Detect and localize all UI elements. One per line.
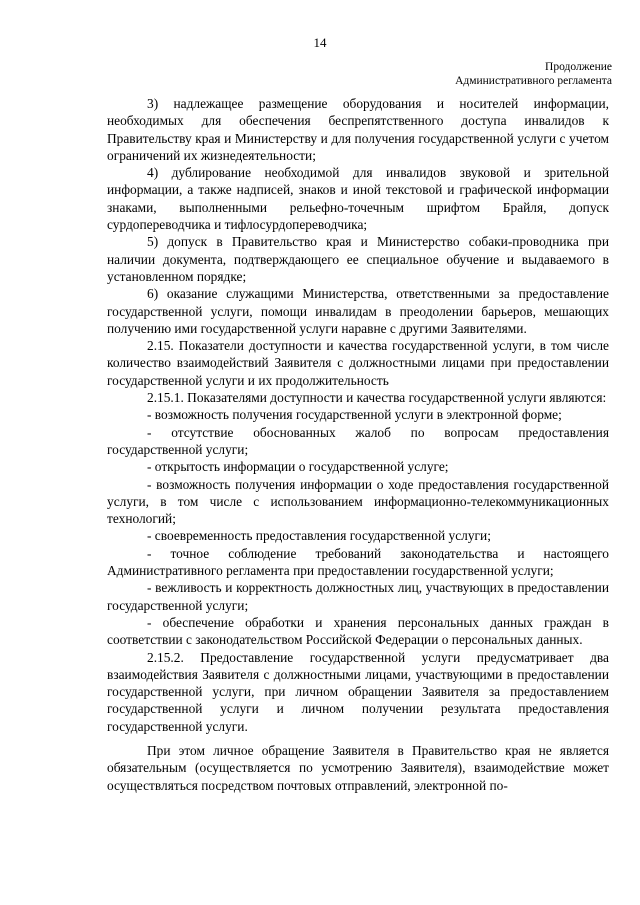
list-item: - открытость информации о государственной услуге; [147, 459, 449, 475]
list-item: - точное соблюдение требований законодательства и настоящего Административного регламента при предоставлении государственной услуги; [107, 545, 609, 579]
list-item: - возможность получения государственной услуги в электронной форме; [147, 407, 562, 423]
continuation-line-2: Административного регламента [455, 75, 612, 87]
list-item: - вежливость и корректность должностных лиц, участвующих в предоставлении государственной услуги; [107, 580, 609, 613]
page-number: 14 [313, 35, 327, 50]
paragraph-item-3: 3) надлежащее размещение оборудования и носителей информации, необходимых для обеспечения беспрепятственного доступа инвалидов к Правительству края и Министерству и для получения государственной услуги с учетом ограничений их жизнедеятельности; [107, 96, 609, 163]
section-heading-2-15: 2.15. Показатели доступности и качества государственной услуги, в том числе количество взаимодействий Заявителя с должностными лицами при предоставлении государственной услуги и их продолжительность [107, 338, 609, 388]
list-item: - отсутствие обоснованных жалоб по вопросам предоставления государственной услуги; [107, 424, 609, 457]
continuation-line-1: Продолжение [545, 61, 612, 73]
paragraph-item-4: 4) дублирование необходимой для инвалидов звуковой и зрительной информации, а также надписей, знаков и иной текстовой и графической информации знаками, выполненными рельефно-точечным шрифтом Брайля, допуск сурдопереводчика и тифлосурдопереводчика; [107, 165, 609, 233]
paragraph-item-5: 5) допуск в Правительство края и Министерство собаки-проводника при наличии документа, подтверждающего ее специальное обучение и выдаваемого в установленном порядке; [107, 234, 609, 284]
document-body [107, 95, 609, 794]
continuation-header [455, 60, 612, 88]
paragraph-item-6: 6) оказание служащими Министерства, ответственными за предоставление государственной услуги, помощи инвалидам в преодолении барьеров, мешающих получению ими государственной услуги наравне с другими Заявителями. [107, 286, 609, 336]
list-item: - возможность получения информации о ходе предоставления государственной услуги, в том числе с использованием информационно-телекоммуникационных технологий; [107, 476, 609, 527]
paragraph-personal-appeal: При этом личное обращение Заявителя в Правительство края не является обязательным (осуществляется по усмотрению Заявителя), взаимодействие может осуществляться посредством почтовых отправлений, электронной по- [107, 742, 609, 793]
list-item: - своевременность предоставления государственной услуги; [147, 528, 491, 544]
paragraph-2-15-2: 2.15.2. Предоставление государственной услуги предусматривает два взаимодействия Заявителя с должностными лицами, участвующими в предоставлении государственной услуги, при личном обращении Заявителя за предоставлением государственной услуги и личном получении результата предоставления государственной услуги. [107, 649, 609, 734]
paragraph-2-15-1: 2.15.1. Показателями доступности и качества государственной услуги являются: [147, 390, 607, 406]
list-item: - обеспечение обработки и хранения персональных данных граждан в соответствии с законодательством Российской Федерации о персональных данных. [107, 614, 609, 648]
